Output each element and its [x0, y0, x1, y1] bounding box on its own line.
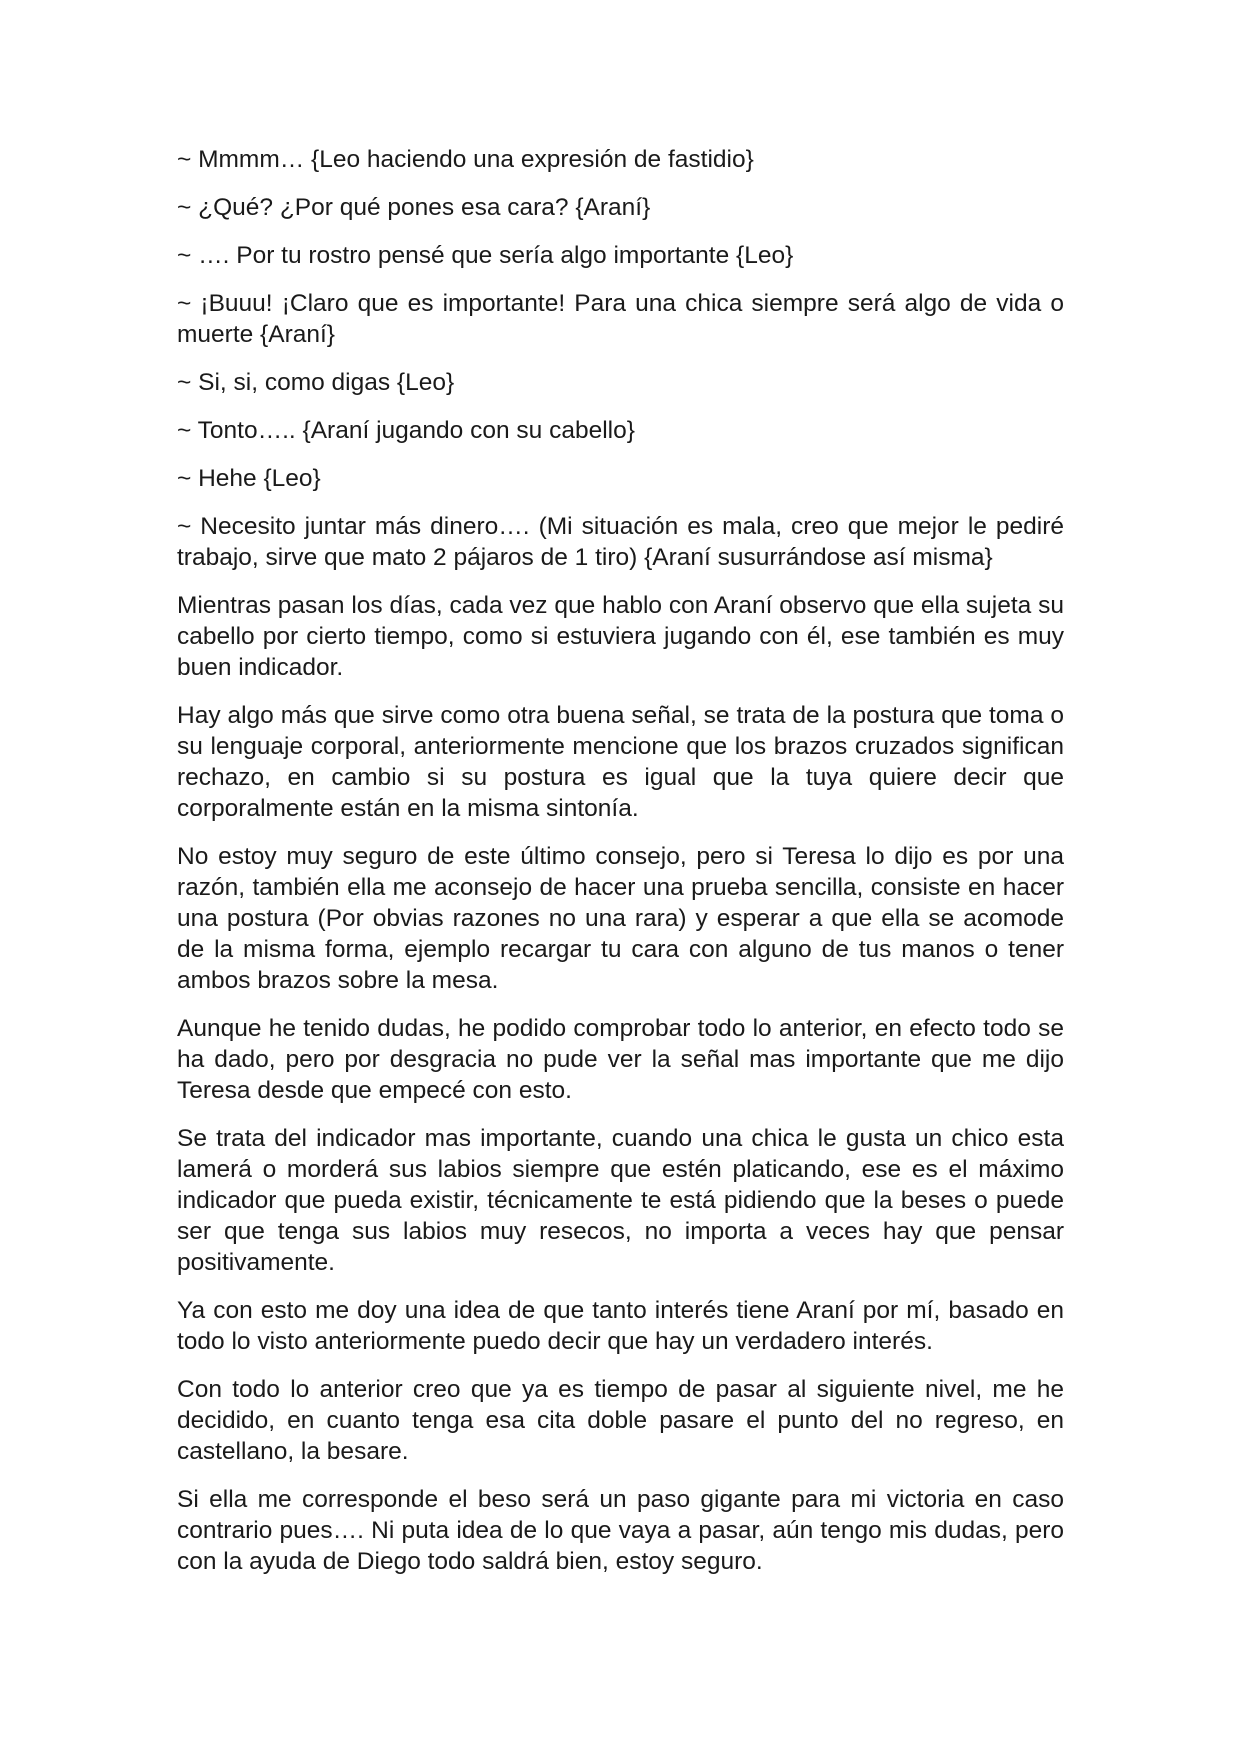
dialogue-line: ~ Necesito juntar más dinero…. (Mi situación es mala, creo que mejor le pediré trabajo, sirve que mato 2 pájaros de 1 tiro) {Araní susurrándose así misma} — [177, 513, 1064, 571]
paragraph: Si ella me corresponde el beso será un paso gigante para mi victoria en caso contrario pues…. Ni puta idea de lo que vaya a pasar, aún tengo mis dudas, pero con la ayuda de Diego todo saldrá bien, estoy seguro. — [177, 1486, 1064, 1575]
dialogue-line: ~ Si, si, como digas {Leo} — [177, 369, 455, 396]
page-body — [177, 144, 1064, 1594]
paragraph: No estoy muy seguro de este último consejo, pero si Teresa lo dijo es por una razón, también ella me aconsejo de hacer una prueba sencilla, consiste en hacer una postura (Por obvias razones no una rara) y esperar a que ella se acomode de la misma forma, ejemplo recargar tu cara con alguno de tus manos o tener ambos brazos sobre la mesa. — [177, 843, 1064, 994]
dialogue-line: ~ Mmmm… {Leo haciendo una expresión de fastidio} — [177, 146, 754, 173]
paragraph: Ya con esto me doy una idea de que tanto interés tiene Araní por mí, basado en todo lo visto anteriormente puedo decir que hay un verdadero interés. — [177, 1297, 1064, 1355]
dialogue-line: ~ Hehe {Leo} — [177, 465, 321, 492]
paragraph: Se trata del indicador mas importante, cuando una chica le gusta un chico esta lamerá o morderá sus labios siempre que estén platicando, ese es el máximo indicador que pueda existir, técnicamente te está pidiendo que la beses o puede ser que tenga sus labios muy resecos, no importa a veces hay que pensar positivamente. — [177, 1125, 1064, 1276]
paragraph: Hay algo más que sirve como otra buena señal, se trata de la postura que toma o su lenguaje corporal, anteriormente mencione que los brazos cruzados significan rechazo, en cambio si su postura es igual que la tuya quiere decir que corporalmente están en la misma sintonía. — [177, 702, 1064, 822]
paragraph: Con todo lo anterior creo que ya es tiempo de pasar al siguiente nivel, me he decidido, en cuanto tenga esa cita doble pasare el punto del no regreso, en castellano, la besare. — [177, 1376, 1064, 1465]
paragraph: Mientras pasan los días, cada vez que hablo con Araní observo que ella sujeta su cabello por cierto tiempo, como si estuviera jugando con él, ese también es muy buen indicador. — [177, 592, 1064, 681]
dialogue-line: ~ …. Por tu rostro pensé que sería algo importante {Leo} — [177, 242, 794, 269]
dialogue-line: ~ ¡Buuu! ¡Claro que es importante! Para una chica siempre será algo de vida o muerte {Araní} — [177, 290, 1064, 348]
dialogue-line: ~ ¿Qué? ¿Por qué pones esa cara? {Araní} — [177, 194, 651, 221]
dialogue-line: ~ Tonto….. {Araní jugando con su cabello} — [177, 417, 635, 444]
paragraph: Aunque he tenido dudas, he podido comprobar todo lo anterior, en efecto todo se ha dado, pero por desgracia no pude ver la señal mas importante que me dijo Teresa desde que empecé con esto. — [177, 1015, 1064, 1104]
